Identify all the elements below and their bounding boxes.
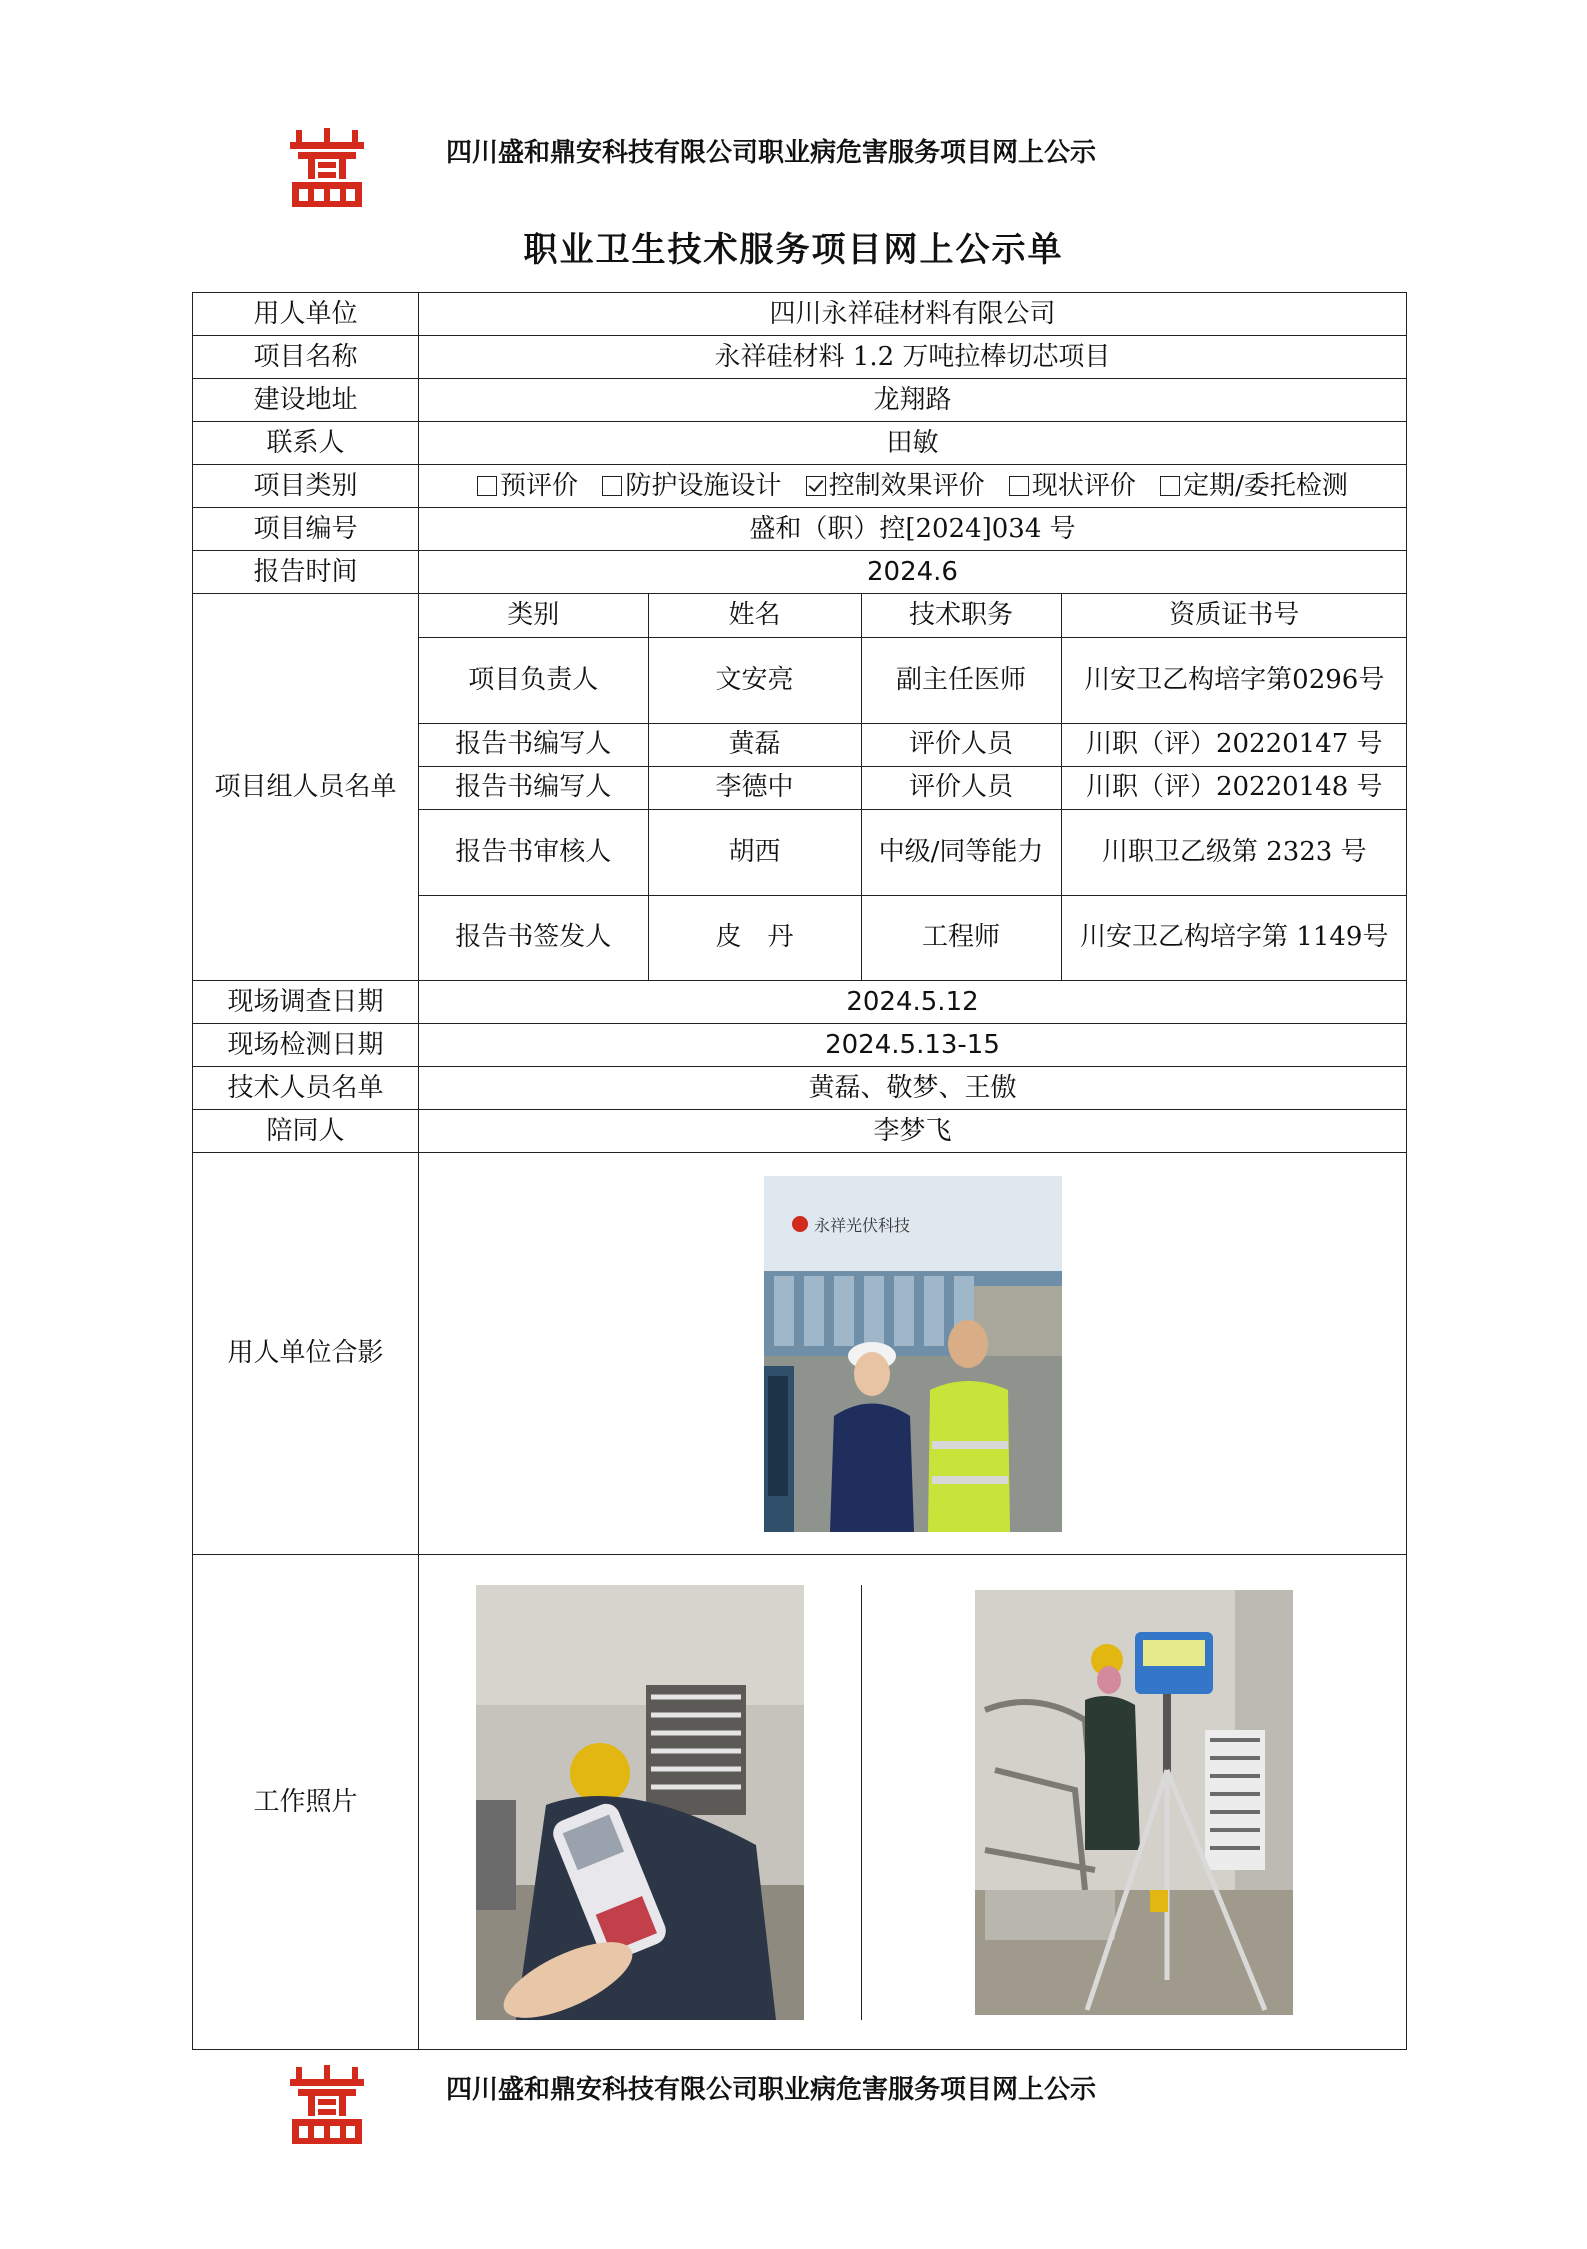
group-photo bbox=[764, 1176, 1062, 1532]
checkbox-icon bbox=[1160, 476, 1180, 496]
employer-label: 用人单位 bbox=[193, 293, 419, 336]
company-logo-icon bbox=[288, 2065, 366, 2145]
building-sign: 永祥光伏科技 bbox=[813, 1215, 910, 1235]
category-option-checked[interactable]: 控制效果评价 bbox=[806, 467, 985, 506]
team-header-cert: 资质证书号 bbox=[1061, 594, 1407, 637]
team-header-title: 技术职务 bbox=[861, 594, 1061, 637]
work-photos bbox=[419, 1585, 1407, 2020]
project-name-label: 项目名称 bbox=[193, 336, 419, 379]
team-header-role: 类别 bbox=[419, 594, 648, 637]
checkbox-icon bbox=[477, 476, 497, 496]
team-label: 项目组人员名单 bbox=[193, 594, 419, 981]
footer-company: 四川盛和鼎安科技有限公司职业病危害服务项目网上公示 bbox=[446, 2075, 1097, 2105]
table-row: 报告书编写人 黄磊 评价人员 川职（评）20220147 号 bbox=[419, 723, 1407, 766]
table-row: 报告书签发人 皮 丹 工程师 川安卫乙构培字第 1149号 bbox=[419, 895, 1407, 980]
escort-value: 李梦飞 bbox=[419, 1110, 1407, 1153]
checkbox-icon bbox=[602, 476, 622, 496]
notice-form bbox=[192, 292, 1407, 2050]
category-option[interactable]: 现状评价 bbox=[1009, 467, 1136, 506]
category-label: 项目类别 bbox=[193, 465, 419, 508]
project-name-value: 永祥硅材料 1.2 万吨拉棒切芯项目 bbox=[419, 336, 1407, 379]
table-row: 报告书编写人 李德中 评价人员 川职（评）20220148 号 bbox=[419, 766, 1407, 809]
table-row: 报告书审核人 胡西 中级/同等能力 川职卫乙级第 2323 号 bbox=[419, 809, 1407, 895]
contact-label: 联系人 bbox=[193, 422, 419, 465]
address-value: 龙翔路 bbox=[419, 379, 1407, 422]
address-label: 建设地址 bbox=[193, 379, 419, 422]
team-header-name: 姓名 bbox=[648, 594, 861, 637]
employer-value: 四川永祥硅材料有限公司 bbox=[419, 293, 1407, 336]
survey-date-label: 现场调查日期 bbox=[193, 981, 419, 1024]
table-row: 项目负责人 文安亮 副主任医师 川安卫乙构培字第0296号 bbox=[419, 637, 1407, 723]
test-date-label: 现场检测日期 bbox=[193, 1024, 419, 1067]
work-photo-label: 工作照片 bbox=[193, 1555, 419, 2050]
page-footer bbox=[288, 2055, 1188, 2135]
report-time-value: 2024.6 bbox=[419, 551, 1407, 594]
company-logo-icon bbox=[288, 128, 366, 208]
checkbox-checked-icon bbox=[806, 476, 826, 496]
page-title: 职业卫生技术服务项目网上公示单 bbox=[523, 230, 1064, 270]
category-option[interactable]: 预评价 bbox=[477, 467, 578, 506]
contact-value: 田敏 bbox=[419, 422, 1407, 465]
technicians-value: 黄磊、敬梦、王傲 bbox=[419, 1067, 1407, 1110]
escort-label: 陪同人 bbox=[193, 1110, 419, 1153]
group-photo-label: 用人单位合影 bbox=[193, 1153, 419, 1555]
report-time-label: 报告时间 bbox=[193, 551, 419, 594]
technicians-label: 技术人员名单 bbox=[193, 1067, 419, 1110]
team-table bbox=[419, 594, 1407, 980]
checkbox-icon bbox=[1009, 476, 1029, 496]
work-photo-noise-meter bbox=[476, 1585, 804, 2020]
category-option[interactable]: 定期/委托检测 bbox=[1160, 467, 1348, 506]
category-options bbox=[419, 465, 1407, 508]
work-photo-sampler bbox=[975, 1590, 1293, 2015]
page-header bbox=[288, 118, 1188, 198]
survey-date-value: 2024.5.12 bbox=[419, 981, 1407, 1024]
header-company: 四川盛和鼎安科技有限公司职业病危害服务项目网上公示 bbox=[446, 138, 1097, 168]
test-date-value: 2024.5.13-15 bbox=[419, 1024, 1407, 1067]
project-no-value: 盛和（职）控[2024]034 号 bbox=[419, 508, 1407, 551]
project-no-label: 项目编号 bbox=[193, 508, 419, 551]
category-option[interactable]: 防护设施设计 bbox=[602, 467, 781, 506]
